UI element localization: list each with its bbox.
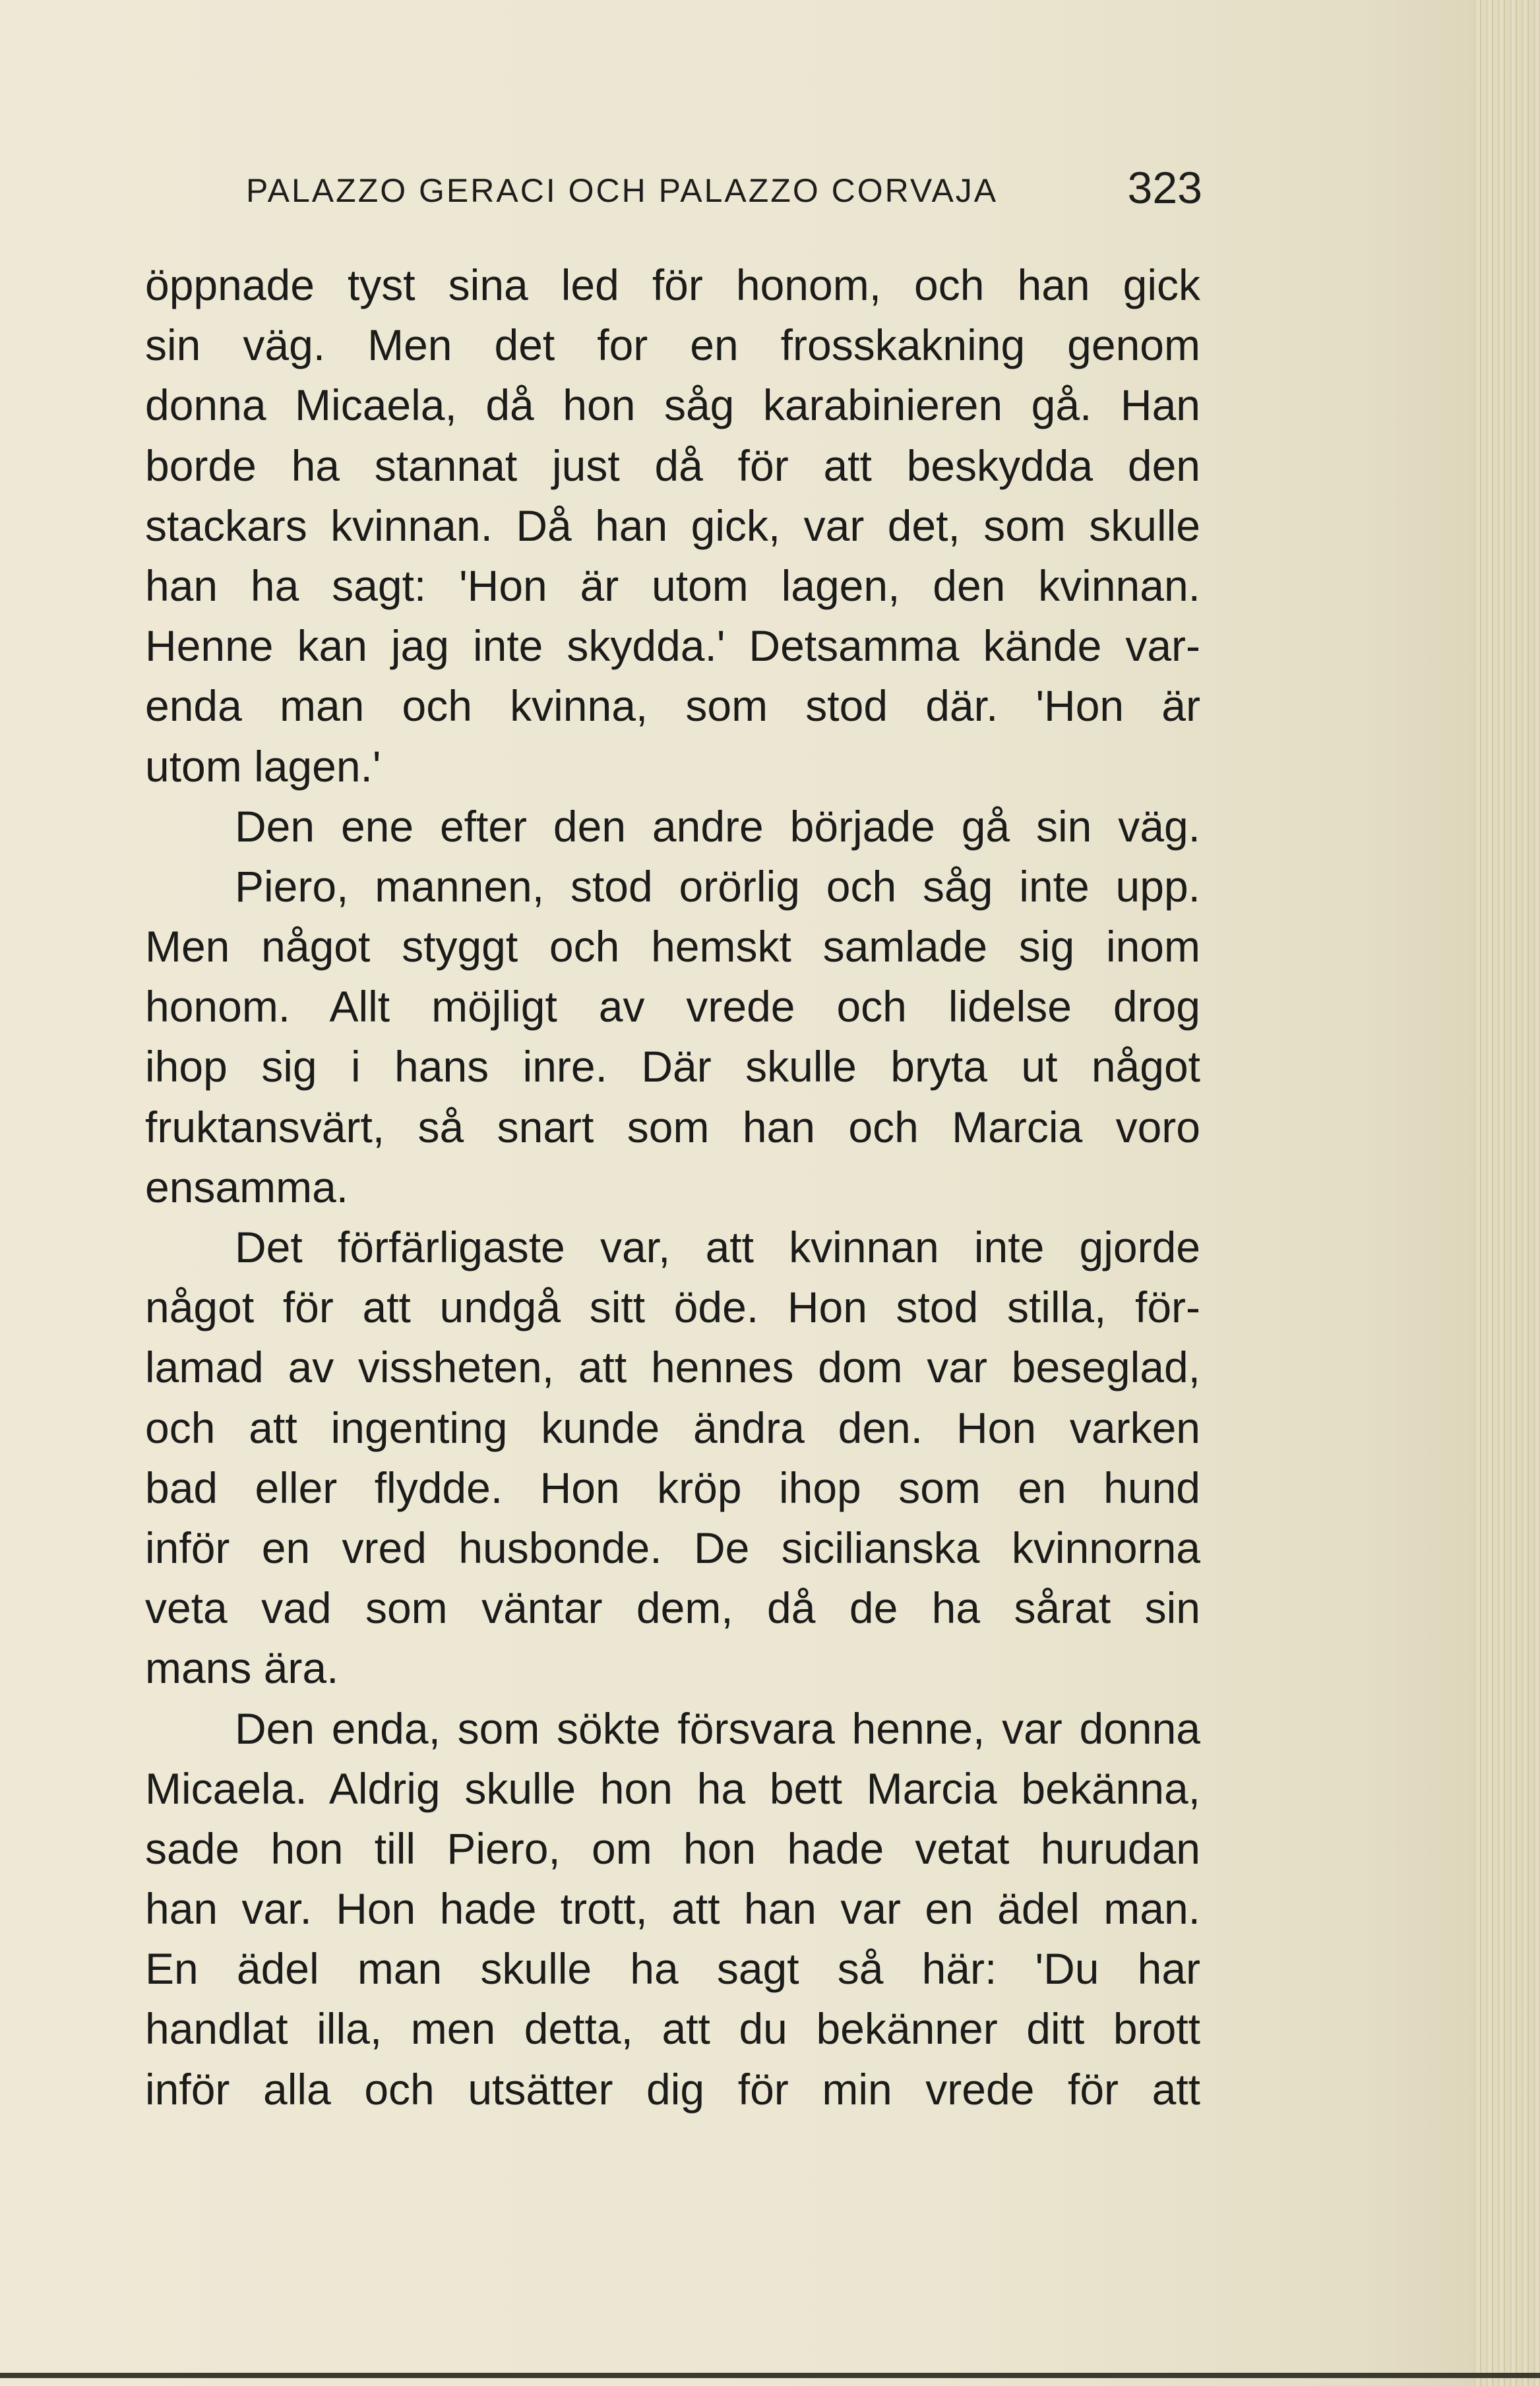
text-line: Men något styggt och hemskt samlade sig inom	[145, 922, 1200, 971]
running-head	[246, 153, 1202, 226]
page-edge-shading	[1474, 0, 1540, 2386]
text-line: han ha sagt: 'Hon är utom lagen, den kvinnan.	[145, 561, 1200, 610]
text-line: enda man och kvinna, som stod där. 'Hon är	[145, 681, 1200, 731]
text-line: Den enda, som sökte försvara henne, var donna	[235, 1703, 1200, 1753]
text-line: och att ingenting kunde ändra den. Hon varken	[145, 1403, 1200, 1452]
text-line: öppnade tyst sina led för honom, och han gick	[145, 260, 1200, 309]
body-text	[145, 255, 1200, 2120]
text-line: något för att undgå sitt öde. Hon stod stilla, för-	[145, 1283, 1200, 1332]
text-line: veta vad som väntar dem, då de ha sårat sin	[145, 1583, 1200, 1633]
text-line: donna Micaela, då hon såg karabinieren gå. Han	[145, 381, 1200, 430]
text-line: handlat illa, men detta, att du bekänner ditt brott	[145, 2004, 1200, 2054]
page-number: 323	[1127, 163, 1202, 213]
text-line: inför alla och utsätter dig för min vrede för att	[145, 2064, 1200, 2114]
text-line: En ädel man skulle ha sagt så här: 'Du har	[145, 1944, 1200, 1994]
text-line: Den ene efter den andre började gå sin väg.	[235, 801, 1200, 851]
text-line: Micaela. Aldrig skulle hon ha bett Marcia bekänna,	[145, 1763, 1200, 1813]
scan-bottom-border	[0, 2373, 1540, 2378]
text-line: ihop sig i hans inre. Där skulle bryta ut något	[145, 1042, 1200, 1091]
text-line: inför en vred husbonde. De sicilianska kvinnorna	[145, 1523, 1200, 1572]
text-line: lamad av vissheten, att hennes dom var beseglad,	[145, 1343, 1200, 1392]
text-line: ensamma.	[145, 1162, 349, 1211]
text-line: mans ära.	[145, 1643, 339, 1693]
running-head-title: PALAZZO GERACI OCH PALAZZO CORVAJA	[246, 172, 999, 209]
text-line: stackars kvinnan. Då han gick, var det, som skulle	[145, 501, 1200, 550]
text-line: Det förfärligaste var, att kvinnan inte gjorde	[235, 1223, 1200, 1271]
text-line: utom lagen.'	[145, 741, 381, 791]
text-line: han var. Hon hade trott, att han var en ädel man.	[145, 1884, 1200, 1934]
text-line: sade hon till Piero, om hon hade vetat hurudan	[145, 1823, 1200, 1873]
text-line: Henne kan jag inte skydda.' Detsamma kände var-	[145, 621, 1200, 671]
text-line: honom. Allt möjligt av vrede och lidelse drog	[145, 982, 1200, 1031]
text-line: bad eller flydde. Hon kröp ihop som en hund	[145, 1463, 1200, 1512]
text-line: borde ha stannat just då för att beskydda den	[145, 441, 1200, 490]
text-line: fruktansvärt, så snart som han och Marcia voro	[145, 1102, 1200, 1151]
text-line: sin väg. Men det for en frosskakning genom	[145, 321, 1200, 370]
text-line: Piero, mannen, stod orörlig och såg inte upp.	[235, 861, 1200, 911]
